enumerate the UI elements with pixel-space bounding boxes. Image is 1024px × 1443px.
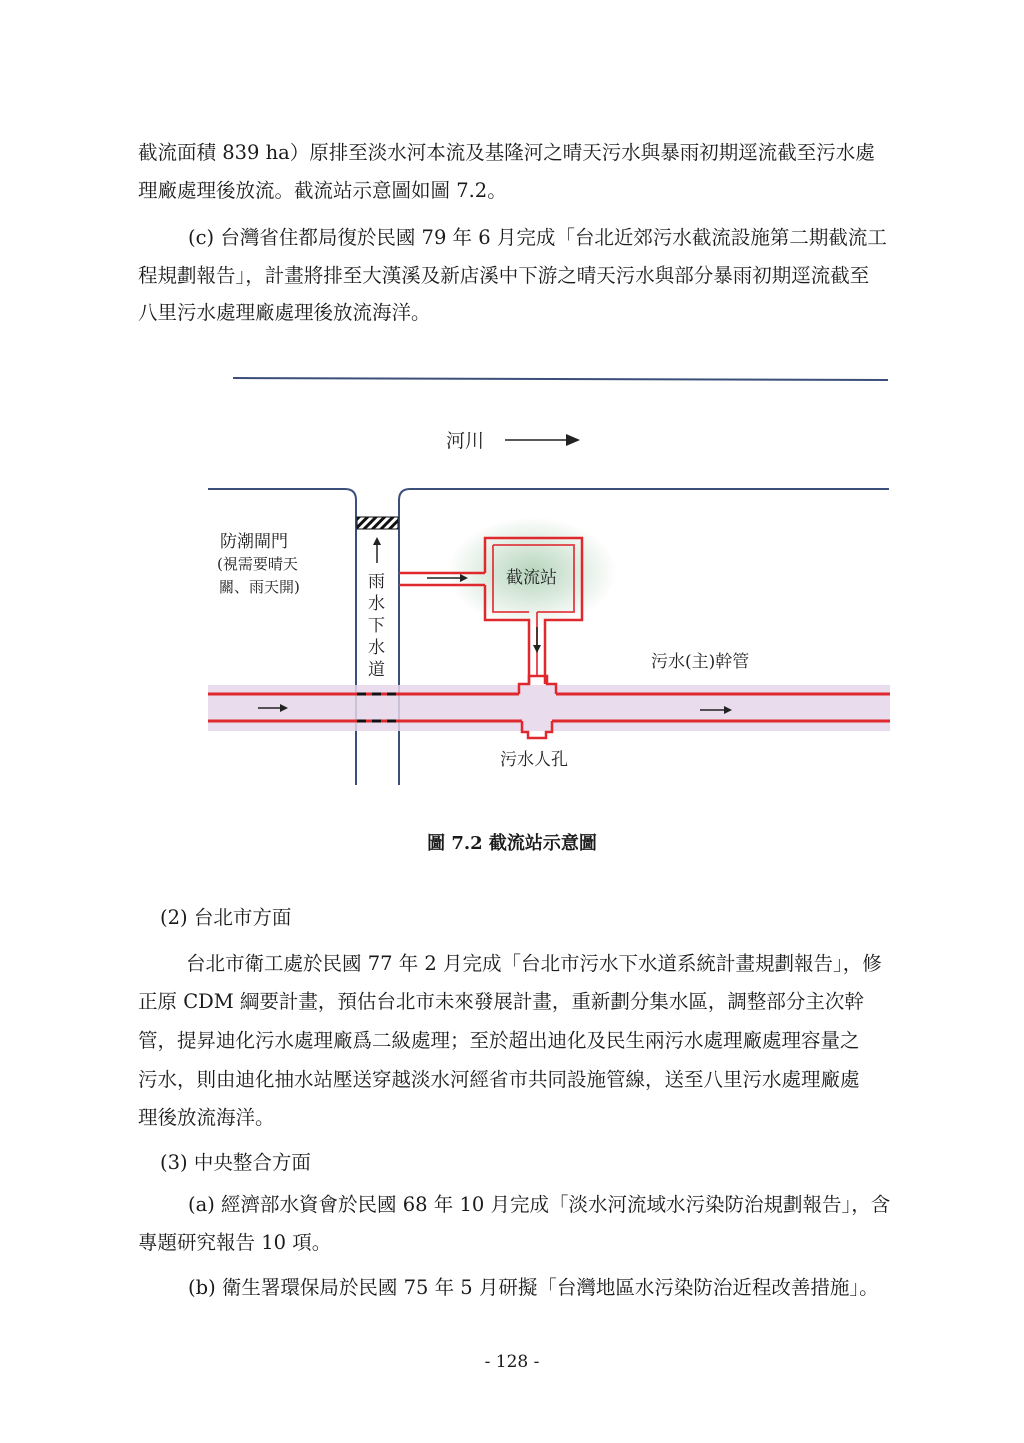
text-line: 污水，則由迪化抽水站壓送穿越淡水河經省市共同設施管線，送至八里污水處理廠處 <box>138 1068 860 1091</box>
figure-caption: 圖 7.2 截流站示意圖 <box>427 833 597 854</box>
river-flow-arrow-head <box>566 434 580 446</box>
river-top-line <box>233 378 888 380</box>
storm-sewer-char: 水 <box>368 594 385 614</box>
text-line: 理廠處理後放流。截流站示意圖如圖 7.2。 <box>138 179 507 202</box>
storm-sewer-char: 道 <box>368 660 385 680</box>
text-line: 理後放流海洋。 <box>138 1106 275 1129</box>
storm-sewer-char: 下 <box>368 616 385 636</box>
section-heading: (3) 中央整合方面 <box>160 1151 311 1174</box>
text-line: (a) 經濟部水資會於民國 68 年 10 月完成「淡水河流域水污染防治規劃報告」，含 <box>188 1193 891 1216</box>
trunk-pipe-glow <box>208 685 890 731</box>
text-line: 正原 CDM 綱要計畫，預估台北市未來發展計畫，重新劃分集水區，調整部分主次幹 <box>138 990 864 1013</box>
section-heading: (2) 台北市方面 <box>160 906 292 929</box>
gate-note-2: 關、雨天開) <box>219 578 300 596</box>
text-line: 八里污水處理廠處理後放流海洋。 <box>138 301 431 324</box>
text-line: 專題研究報告 10 項。 <box>138 1231 332 1254</box>
drop-arrow-head <box>533 645 541 653</box>
tide-gate <box>357 517 398 529</box>
text-line: 程規劃報告」，計畫將排至大漢溪及新店溪中下游之晴天污水與部分暴雨初期逕流截至 <box>138 264 870 287</box>
storm-sewer-arrow-head <box>373 537 381 545</box>
interception-station-diagram <box>0 360 1024 810</box>
page-number: - 128 - <box>484 1352 540 1372</box>
manhole-label: 污水人孔 <box>500 750 568 770</box>
text-line: 台北市衛工處於民國 77 年 2 月完成「台北市污水下水道系統計畫規劃報告」，修 <box>186 952 882 975</box>
text-line: 管，提昇迪化污水處理廠爲二級處理；至於超出迪化及民生兩污水處理廠處理容量之 <box>138 1029 860 1052</box>
station-label: 截流站 <box>506 568 557 588</box>
text-line: (c) 台灣省住都局復於民國 79 年 6 月完成「台北近郊污水截流設施第二期截流工 <box>188 226 887 249</box>
gate-note-1: (視需要晴天 <box>217 555 298 573</box>
storm-sewer-char: 雨 <box>368 572 385 592</box>
text-line: 截流面積 839 ha）原排至淡水河本流及基隆河之晴天污水與暴雨初期逕流截至污水處 <box>138 141 875 164</box>
gate-label: 防潮閘門 <box>220 532 288 552</box>
text-line: (b) 衛生署環保局於民國 75 年 5 月研擬「台灣地區水污染防治近程改善措施」。 <box>188 1276 879 1299</box>
storm-sewer-char: 水 <box>368 638 385 658</box>
river-label: 河川 <box>446 430 485 452</box>
trunk-label: 污水(主)幹管 <box>651 652 750 672</box>
